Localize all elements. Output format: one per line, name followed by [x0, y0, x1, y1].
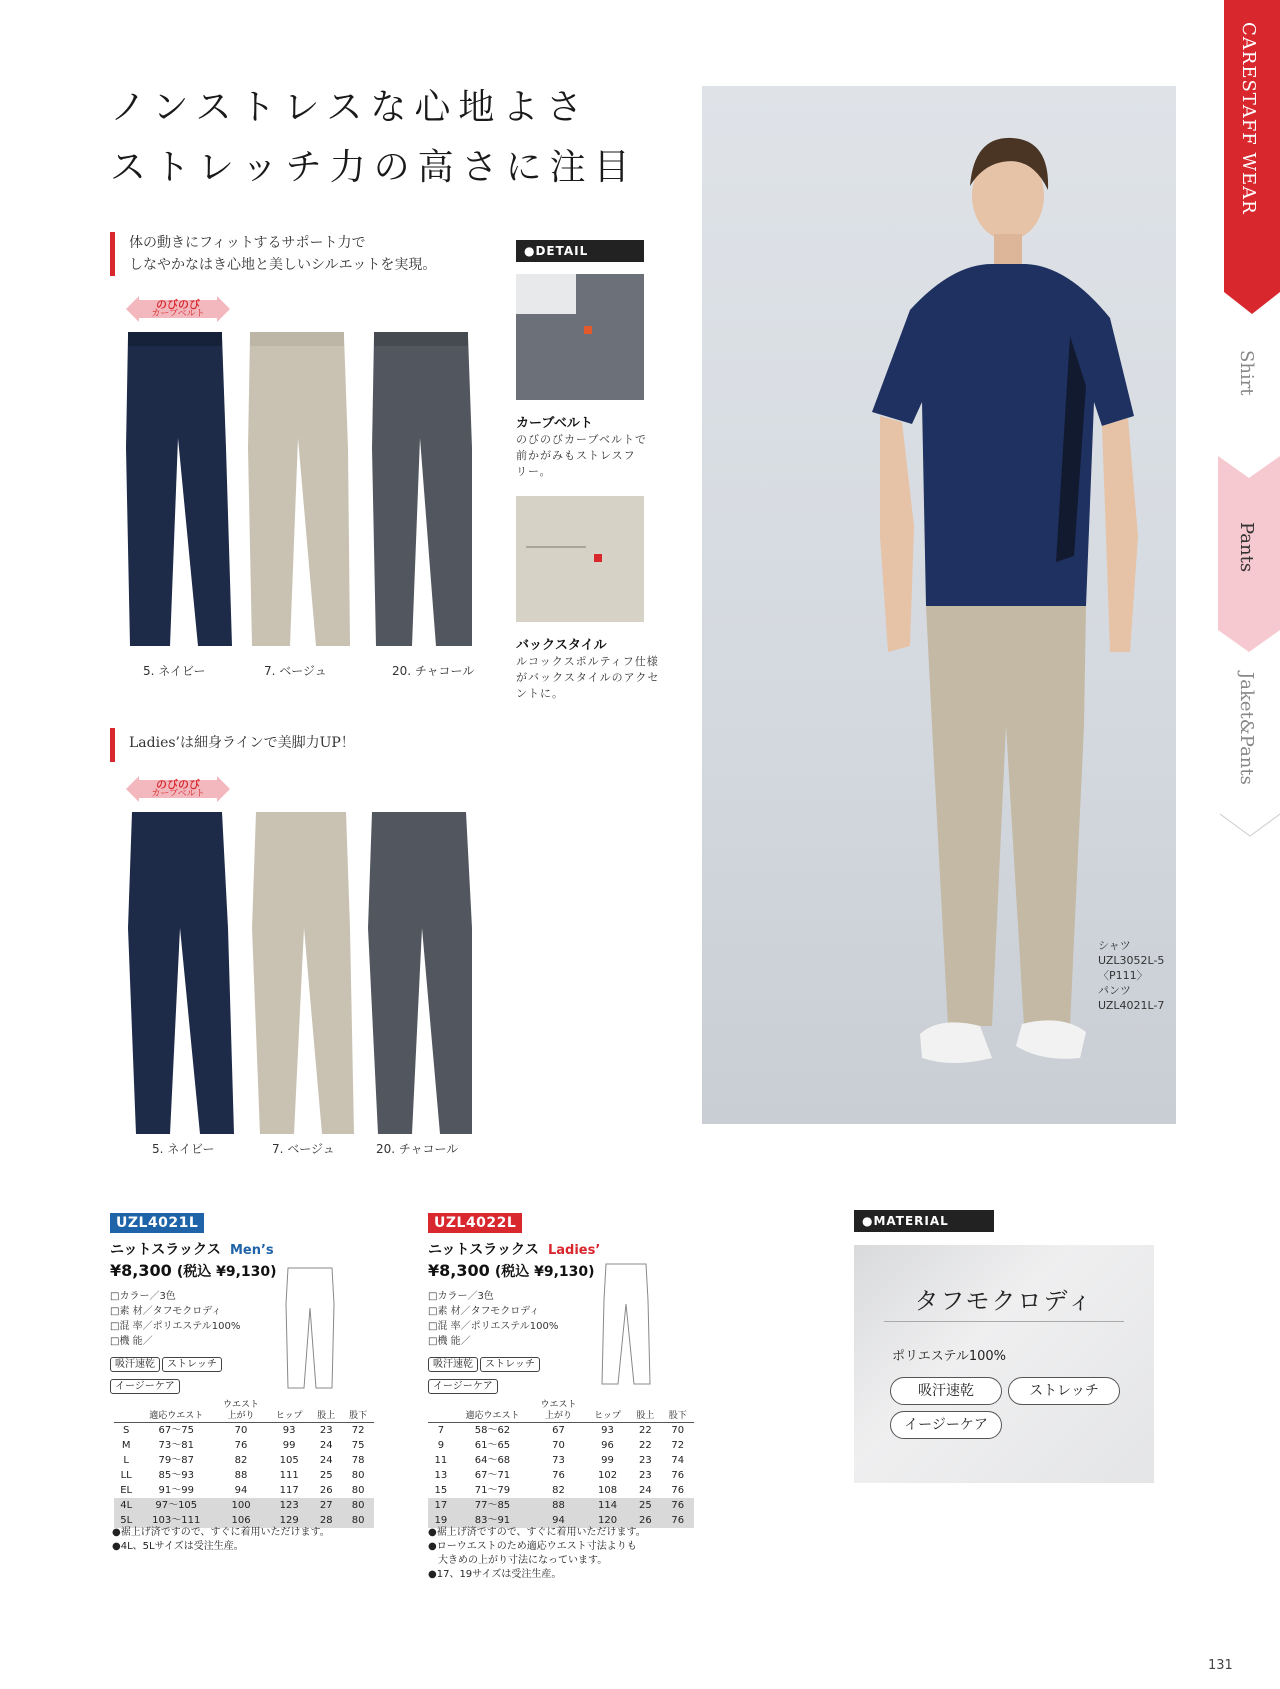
- table-row: L 79〜87 82 105 24 78: [123, 1455, 365, 1466]
- mens-color-navy-label: 5. ネイビー: [143, 664, 206, 678]
- chip-easy-care: イージーケア: [110, 1379, 180, 1394]
- headline: [110, 78, 638, 198]
- mens-pants-outline-icon: [282, 1264, 338, 1392]
- chip-quick-dry: 吸汗速乾: [110, 1357, 160, 1372]
- feature-chips: [110, 1352, 420, 1372]
- table-row: 5L 103〜111 106 129 28 80: [114, 1513, 374, 1528]
- product-specs: □カラー／3色 □素 材／タフモクロディ □混 率／ポリエステル100% □機 能／: [110, 1291, 241, 1347]
- feature-chips: [428, 1352, 738, 1372]
- mens-caption-line2: しなやかなはき心地と美しいシルエットを実現。: [129, 257, 437, 273]
- product-name: ニットスラックス: [110, 1242, 221, 1258]
- chip-quick-dry: 吸汗速乾: [428, 1357, 478, 1372]
- product-price: ¥8,300: [110, 1261, 172, 1280]
- product-price-tax: (税込 ¥9,130): [494, 1264, 595, 1280]
- tab-shirt[interactable]: Shirt: [1236, 350, 1257, 396]
- stretch-arrow-icon: [138, 300, 218, 318]
- mens-pants-navy: [126, 332, 232, 646]
- material-divider: [884, 1321, 1124, 1322]
- product-price: ¥8,300: [428, 1261, 490, 1280]
- material-name: タフモクロディ: [914, 1287, 1094, 1315]
- table-row: 17 77〜85 88 114 25 76: [428, 1498, 694, 1513]
- table-row: LL 85〜93 88 111 25 80: [120, 1470, 365, 1481]
- material-tag: ●MATERIAL: [854, 1210, 994, 1232]
- mens-caption-line1: 体の動きにフィットするサポート力で: [129, 235, 366, 251]
- product-ladies: [428, 1212, 738, 1394]
- nobi-label: のびのび: [156, 298, 200, 311]
- material-feature-easy-care: イージーケア: [890, 1411, 1002, 1439]
- brand-tab-label: CARESTAFF WEAR: [1238, 22, 1259, 215]
- ladies-stretch-indicator: [138, 780, 218, 798]
- headline-line1: ノンストレスな心地よさ: [110, 87, 591, 128]
- table-row: 4L 97〜105 100 123 27 80: [114, 1498, 374, 1513]
- chip-stretch: ストレッチ: [162, 1357, 222, 1372]
- material-feature-quick-dry: 吸汗速乾: [890, 1377, 1002, 1405]
- product-name: ニットスラックス: [428, 1242, 539, 1258]
- table-row: 15 71〜79 82 108 24 76: [434, 1485, 685, 1496]
- detail-tag: ●DETAIL: [516, 240, 644, 262]
- table-row: 11 64〜68 73 99 23 74: [434, 1455, 685, 1466]
- brand-tab[interactable]: [1224, 0, 1280, 292]
- table-row: 13 67〜71 76 102 23 76: [434, 1470, 685, 1481]
- product-gender: Ladies’: [547, 1243, 601, 1258]
- ladies-pants-beige: [252, 812, 354, 1134]
- detail-curve-belt-title: カーブベルト: [516, 416, 593, 431]
- table-row: EL 91〜99 94 117 26 80: [120, 1485, 365, 1496]
- nobi-label: のびのび: [156, 778, 200, 791]
- ladies-pants-charcoal: [368, 812, 472, 1134]
- tab-divider-chevron-icon: [1220, 810, 1280, 840]
- mens-color-charcoal-label: 20. チャコール: [392, 664, 475, 678]
- chip-easy-care: イージーケア: [428, 1379, 498, 1394]
- material-composition: ポリエステル100%: [892, 1349, 1006, 1364]
- ladies-pants-navy: [128, 812, 234, 1134]
- material-feature-stretch: ストレッチ: [1008, 1377, 1120, 1405]
- mens-stretch-indicator: [138, 300, 218, 318]
- photo-credit: シャツ UZL3052L-5 〈P111〉 パンツ UZL4021L-7: [1098, 939, 1165, 1012]
- curve-belt-label: カーブベルト: [151, 789, 205, 799]
- table-row: 7 58〜62 67 93 22 70: [437, 1425, 685, 1436]
- page-number: 131: [1208, 1658, 1233, 1673]
- mens-notes: ●裾上げ済ですので、すぐに着用いただけます。 ●4L、5Lサイズは受注生産。: [112, 1527, 330, 1552]
- detail-back-style-text: ルコックスポルティフ仕様 がバックスタイルのアクセ ントに。: [516, 655, 660, 700]
- product-mens: [110, 1212, 420, 1394]
- detail-curve-belt-text: のびのびカーブベルトで 前かがみもストレスフ リー。: [516, 433, 648, 478]
- detail-curve-belt-photo: [516, 274, 644, 400]
- mens-pants-beige: [248, 332, 350, 646]
- ladies-color-beige-label: 7. ベージュ: [272, 1142, 335, 1156]
- tab-pants[interactable]: Pants: [1236, 522, 1257, 573]
- stretch-arrow-icon: [138, 780, 218, 798]
- sku-badge: UZL4021L: [110, 1213, 204, 1233]
- chip-stretch: ストレッチ: [480, 1357, 540, 1372]
- ladies-pants-outline-icon: [598, 1260, 654, 1388]
- ladies-color-navy-label: 5. ネイビー: [152, 1142, 215, 1156]
- headline-line2: ストレッチ力の高さに注目: [110, 147, 638, 188]
- mens-pants-charcoal: [372, 332, 472, 646]
- ladies-size-table: 適応ウエスト ウエスト 上がり ヒップ 股上 股下 7 58〜62 67 93 22 70 9 61〜65 70 96 22 72 11 64〜68 73 99 23 74 13 67〜71 76 102 23 76 15 71〜79 82 108 24 76 17 77〜85 88 114 25 76 19 83〜91 94 120 26 76: [428, 1400, 694, 1528]
- detail-back-style-photo: [516, 496, 644, 622]
- ladies-caption: Ladies’は細身ラインで美脚力UP！: [110, 728, 355, 762]
- detail-back-style-title: バックスタイル: [516, 638, 607, 653]
- product-gender: Men’s: [229, 1243, 274, 1258]
- product-price-tax: (税込 ¥9,130): [176, 1264, 277, 1280]
- material-box: [854, 1245, 1154, 1483]
- sku-badge: UZL4022L: [428, 1213, 522, 1233]
- mens-color-beige-label: 7. ベージュ: [264, 664, 327, 678]
- ladies-pants-lineup: [110, 808, 490, 1138]
- tab-jacket-pants[interactable]: Jaket&Pants: [1236, 672, 1257, 785]
- table-row: 9 61〜65 70 96 22 72: [437, 1440, 685, 1451]
- ladies-notes: ●裾上げ済ですので、すぐに着用いただけます。 ●ローウエストのため適応ウエスト寸法よりも 大きめの上がり寸法になっています。 ●17、19サイズは受注生産。: [428, 1527, 646, 1580]
- product-specs: □カラー／3色 □素 材／タフモクロディ □混 率／ポリエステル100% □機 能／: [428, 1291, 559, 1347]
- table-row: S 67〜75 70 93 23 72: [123, 1425, 365, 1436]
- mens-pants-lineup: [110, 328, 490, 650]
- ladies-color-charcoal-label: 20. チャコール: [376, 1142, 459, 1156]
- mens-size-table: 適応ウエスト ウエスト 上がり ヒップ 股上 股下 S 67〜75 70 93 23 72 M 73〜81 76 99 24 75 L 79〜87 82 105 24 78 LL 85〜93 88 111 25 80 EL 91〜99 94 117 26 80 4L 97〜105 100 123 27 80 5L 103〜111 106 129 28 80: [114, 1400, 374, 1528]
- table-row: 19 83〜91 94 120 26 76: [428, 1513, 694, 1528]
- table-row: M 73〜81 76 99 24 75: [121, 1440, 365, 1451]
- mens-caption: [110, 232, 436, 276]
- curve-belt-label: カーブベルト: [151, 309, 205, 319]
